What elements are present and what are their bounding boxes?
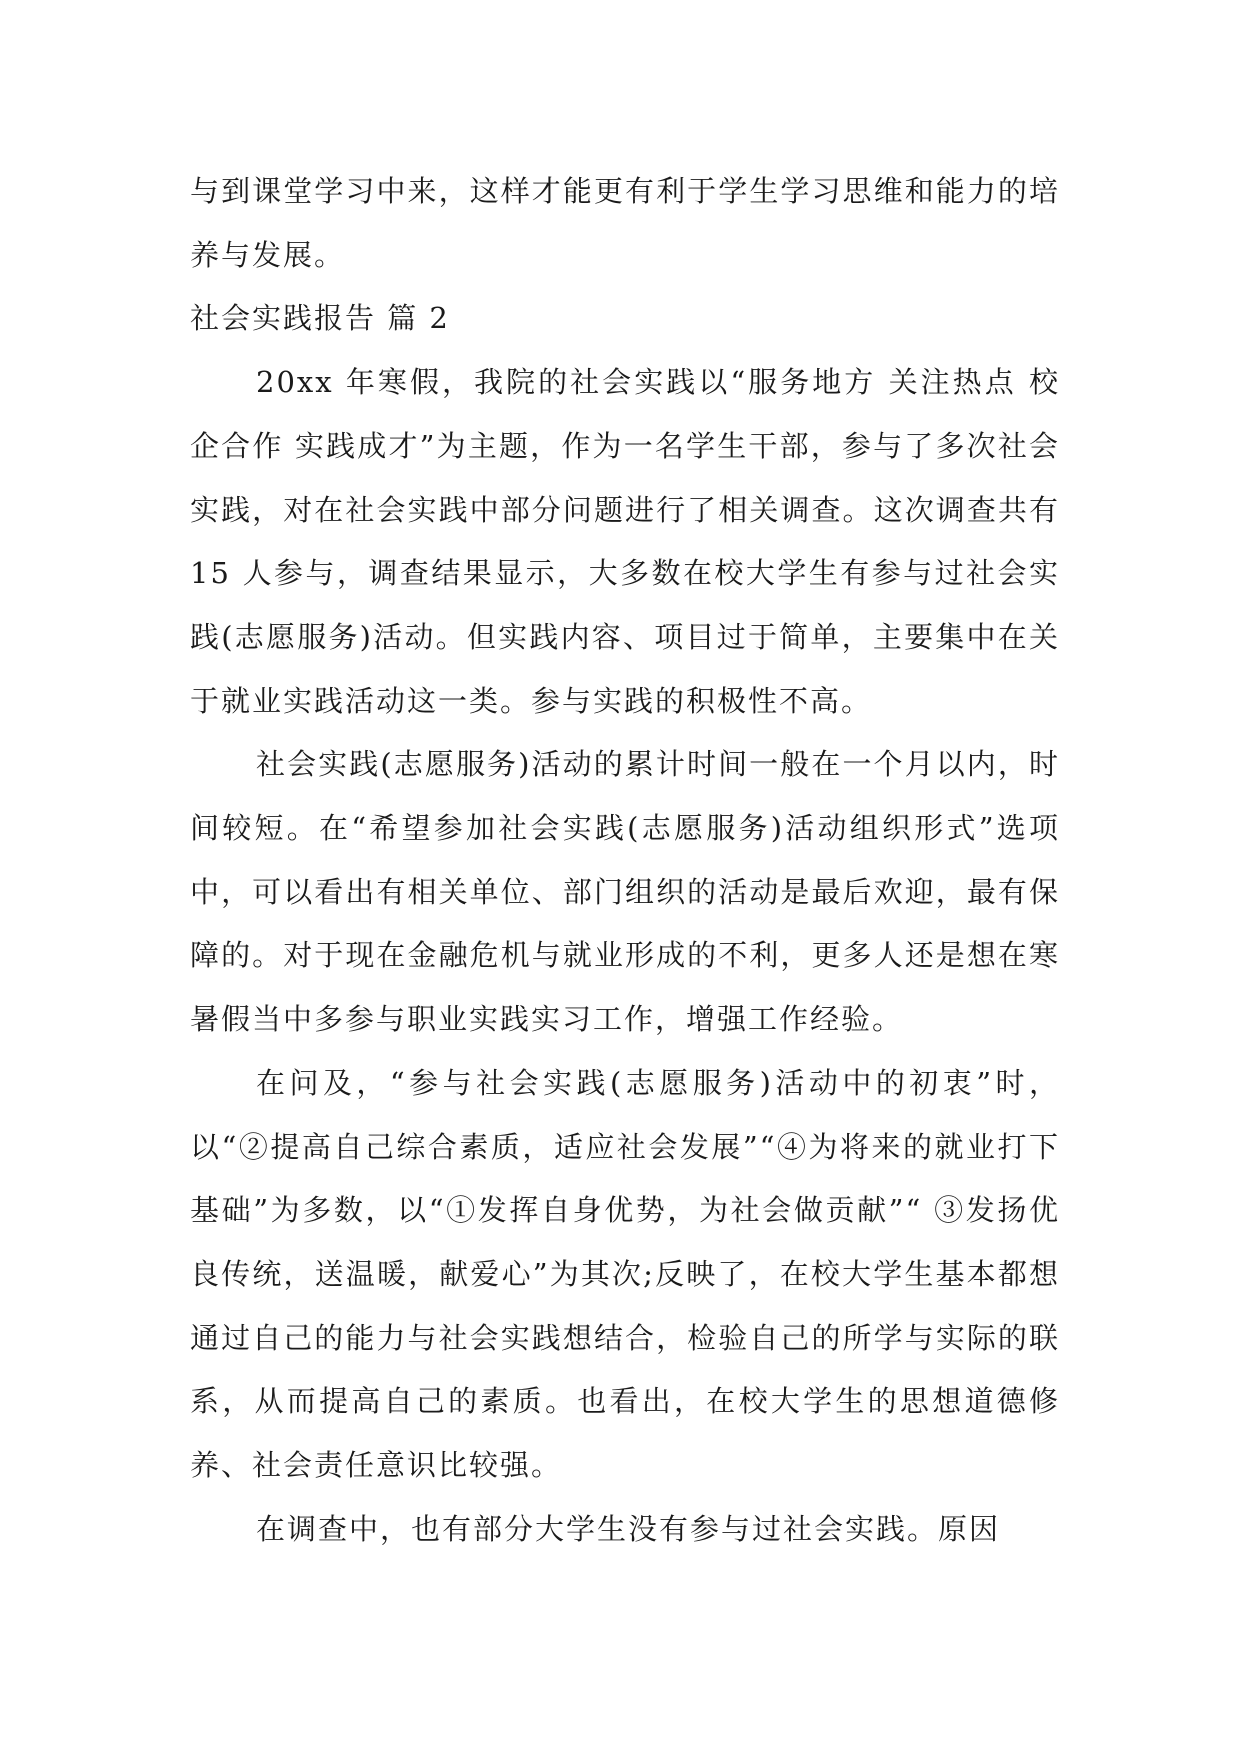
- section-heading: 社会实践报告 篇 2: [190, 301, 450, 336]
- continuation-paragraph: 与到课堂学习中来，这样才能更有利于学生学习思维和能力的培养与发展。: [190, 174, 1060, 272]
- paragraph-survey-intro: 20xx 年寒假，我院的社会实践以“服务地方 关注热点 校企合作 实践成才”为主题，作为一名学生干部，参与了多次社会实践，对在社会实践中部分问题进行了相关调查。这次调查共有 15 人参与，调查结果显示，大多数在校大学生有参与过社会实践(志愿服务)活动。但实践内容、项目过于简单，主要集中在关于就业实践活动这一类。参与实践的积极性不高。: [190, 365, 1060, 718]
- paragraph-non-participation: 在调查中，也有部分大学生没有参与过社会实践。原因: [256, 1511, 1001, 1546]
- document-body: [190, 160, 1060, 1561]
- paragraph-motivation: 在问及，“参与社会实践(志愿服务)活动中的初衷”时，以“②提高自己综合素质，适应社会发展”“④为将来的就业打下基础”为多数，以“①发挥自身优势，为社会做贡献”“ ③发扬优良传统，送温暖，献爱心”为其次;反映了，在校大学生基本都想通过自己的能力与社会实践想结合，检验自己的所学与实际的联系，从而提高自己的素质。也看出，在校大学生的思想道德修养、社会责任意识比较强。: [190, 1065, 1060, 1483]
- paragraph-duration: 社会实践(志愿服务)活动的累计时间一般在一个月以内，时间较短。在“希望参加社会实践(志愿服务)活动组织形式”选项中，可以看出有相关单位、部门组织的活动是最后欢迎，最有保障的。对于现在金融危机与就业形成的不利，更多人还是想在寒暑假当中多参与职业实践实习工作，增强工作经验。: [190, 747, 1060, 1037]
